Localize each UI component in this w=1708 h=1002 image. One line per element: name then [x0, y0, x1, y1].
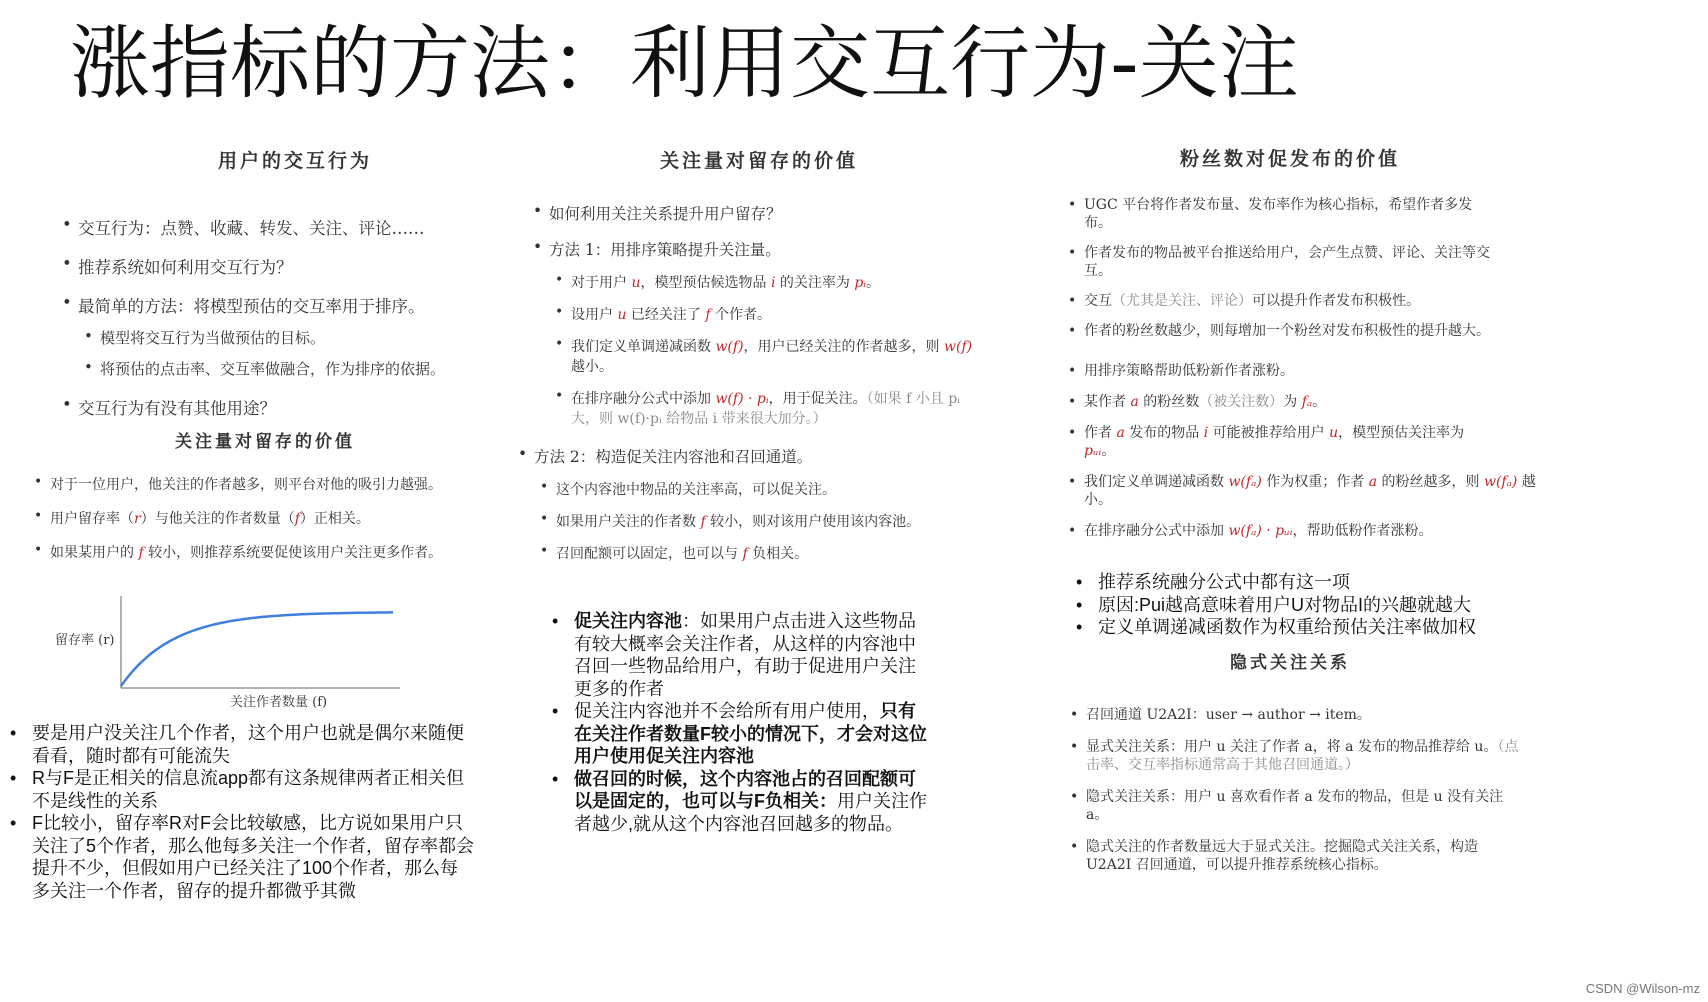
list-item: • 设用户 u 已经关注了 f 个作者。: [555, 304, 993, 324]
interaction-list: [62, 215, 445, 419]
note-item: • 推荐系统融分公式中都有这一项: [1072, 571, 1542, 594]
note-item: • R与F是正相关的信息流app都有这条规律两者正相关但不是线性的关系: [6, 767, 476, 812]
list-item: • 最简单的方法：将模型预估的交互率用于排序。: [62, 293, 445, 317]
note-item: • 定义单调递减函数作为权重给预估关注率做加权: [1072, 616, 1542, 639]
list-item: • 召回配额可以固定，也可以与 f 负相关。: [540, 543, 988, 563]
note-item: • 做召回的时候，这个内容池占的召回配额可以是固定的，也可以与F负相关：用户关注作者越少,就从这个内容池召回越多的物品。: [548, 768, 928, 836]
list-item: • 用户留存率（r）与他关注的作者数量（f）正相关。: [34, 508, 442, 528]
page-title: 涨指标的方法：利用交互行为-关注: [70, 17, 1299, 110]
list-item: • 作者的粉丝数越少，则每增加一个粉丝对发布积极性的提升越大。: [1068, 322, 1498, 340]
list-item: • 交互行为：点赞、收藏、转发、关注、评论……: [62, 215, 445, 239]
section-heading-interaction: 用户的交互行为: [218, 150, 373, 172]
note-item: • 原因:Pui越高意味着用户U对物品I的兴趣就越大: [1072, 594, 1542, 617]
list-item: • 推荐系统如何利用交互行为？: [62, 254, 445, 278]
list-item: • 在排序融分公式中添加 w(fₐ) · pᵤᵢ，帮助低粉作者涨粉。: [1068, 522, 1498, 540]
follow-retention-list: [34, 474, 442, 562]
implicit-follow-list: [1070, 706, 1520, 874]
list-item: • 对于一位用户，他关注的作者越多，则平台对他的吸引力越强。: [34, 474, 442, 494]
list-item: • 在排序融分公式中添加 w(f) · pᵢ，用于促关注。（如果 f 小且 pᵢ 大，则 w(f)·pᵢ 给物品 i 带来很大加分。）: [555, 388, 981, 428]
list-item: • 这个内容池中物品的关注率高，可以促关注。: [540, 479, 988, 499]
list-item: • 我们定义单调递减函数 w(f)，用户已经关注的作者越多，则 w(f) 越小。: [555, 336, 981, 376]
list-item: • 用排序策略帮助低粉新作者涨粉。: [1068, 362, 1498, 380]
list-item: • 对于用户 u，模型预估候选物品 i 的关注率为 pᵢ。: [555, 272, 993, 292]
y-axis-label: 留存率 (r): [55, 633, 115, 648]
list-item: • 显式关注关系：用户 u 关注了作者 a，将 a 发布的物品推荐给 u。（点击率、交互率指标通常高于其他召回通道。）: [1070, 738, 1520, 774]
section-heading-follow-retention-2: 关注量对留存的价值: [660, 150, 859, 172]
note-item: • F比较小，留存率R对F会比较敏感，比方说如果用户只关注了5个作者，那么他每多关注一个作者，留存率都会提升不少，但假如用户已经关注了100个作者，那么每多关注一个作者，留存的提升都微乎其微: [6, 812, 476, 902]
list-item: • 作者发布的物品被平台推送给用户，会产生点赞、评论、关注等交互。: [1068, 244, 1498, 280]
list-item: • 如何利用关注关系提升用户留存？: [533, 202, 993, 224]
list-item: • 如果用户关注的作者数 f 较小，则对该用户使用该内容池。: [540, 511, 988, 531]
fans-publish-list: [1068, 196, 1536, 540]
note-item: • 促关注内容池：如果用户点击进入这些物品有较大概率会关注作者，从这样的内容池中召回一些物品给用户，有助于促进用户关注更多的作者: [548, 610, 928, 700]
retention-chart: [50, 590, 410, 715]
list-item: • 方法 2：构造促关注内容池和召回通道。: [518, 445, 988, 467]
col3-notes: [1072, 571, 1542, 639]
list-item: • 交互（尤其是关注、评论）可以提升作者发布积极性。: [1068, 292, 1498, 310]
section-heading-follow-retention: 关注量对留存的价值: [175, 432, 355, 452]
section-heading-fans-publish: 粉丝数对促发布的价值: [1180, 148, 1401, 170]
list-item: • 召回通道 U2A2I：user → author → item。: [1070, 706, 1520, 724]
list-item: • UGC 平台将作者发布量、发布率作为核心指标，希望作者多发布。: [1068, 196, 1498, 232]
note-item: • 要是用户没关注几个作者，这个用户也就是偶尔来随便看看，随时都有可能流失: [6, 722, 476, 767]
retention-curve: [121, 612, 393, 686]
x-axis-label: 关注作者数量 (f): [230, 695, 328, 710]
col2-notes: [548, 610, 928, 835]
list-item: • 如果某用户的 f 较小，则推荐系统要促使该用户关注更多作者。: [34, 542, 442, 562]
section-heading-implicit-follow: 隐式关注关系: [1230, 653, 1350, 673]
list-item: • 模型将交互行为当做预估的目标。: [84, 327, 445, 348]
note-item: • 促关注内容池并不会给所有用户使用，只有在关注作者数量F较小的情况下，才会对这位用户使用促关注内容池: [548, 700, 928, 768]
list-item: • 方法 1：用排序策略提升关注量。: [533, 238, 993, 260]
list-item: • 交互行为有没有其他用途？: [62, 395, 445, 419]
list-item: • 隐式关注的作者数量远大于显式关注。挖掘隐式关注关系，构造 U2A2I 召回通道，可以提升推荐系统核心指标。: [1070, 838, 1520, 874]
list-item: • 我们定义单调递减函数 w(fₐ) 作为权重；作者 a 的粉丝越多，则 w(fₐ) 越小。: [1068, 473, 1544, 509]
list-item: • 将预估的点击率、交互率做融合，作为排序的依据。: [84, 358, 445, 379]
follow-pool-list: [518, 445, 988, 563]
watermark: CSDN @Wilson-mz: [1585, 981, 1700, 996]
list-item: • 某作者 a 的粉丝数（被关注数）为 fₐ。: [1068, 393, 1498, 411]
follow-method-list: [533, 202, 993, 428]
list-item: • 隐式关注关系：用户 u 喜欢看作者 a 发布的物品，但是 u 没有关注 a。: [1070, 788, 1520, 824]
col1-notes: [6, 722, 476, 902]
list-item: • 作者 a 发布的物品 i 可能被推荐给用户 u，模型预估关注率为 pᵤᵢ。: [1068, 424, 1498, 460]
